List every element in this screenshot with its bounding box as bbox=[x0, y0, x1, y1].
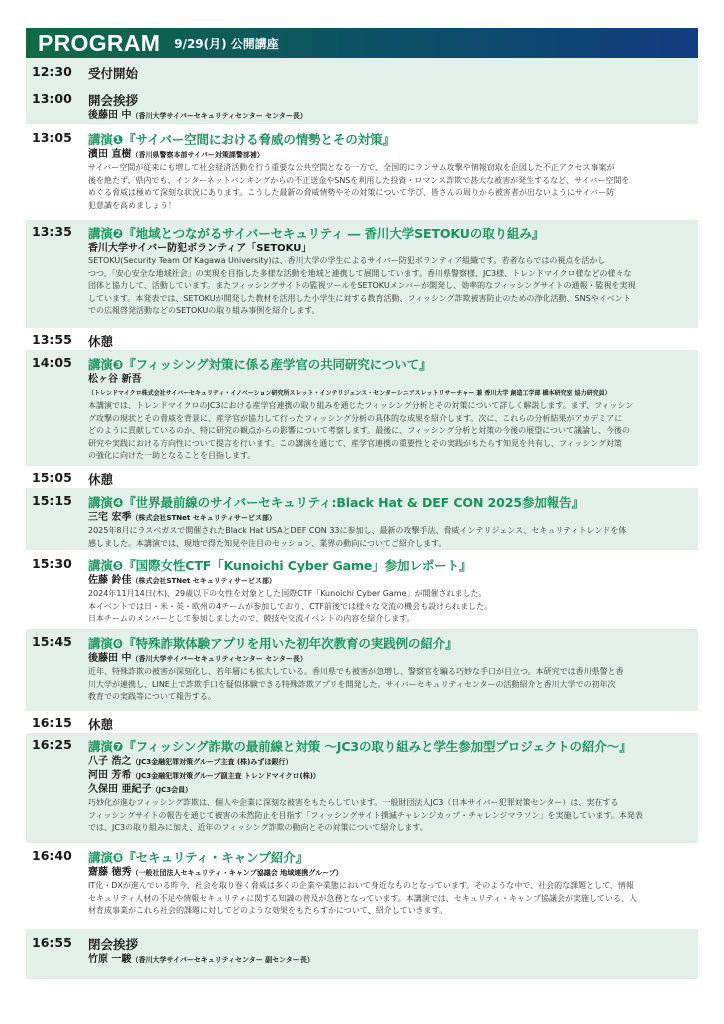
session-content bbox=[88, 91, 698, 124]
session-content bbox=[88, 556, 698, 629]
description-line: どのように貢献しているのか、特に研究の観点からの影響について考察します。最後に、フィッシング分析と対策の今後の展望について議論し、今後の bbox=[88, 426, 631, 436]
speaker-affiliation: （JC3会員） bbox=[151, 786, 193, 794]
time-label: 15:15 bbox=[32, 493, 72, 508]
speaker-name: 香川大学サイバー防犯ボランティア「SETOKU」 bbox=[88, 243, 312, 254]
lecture-title: 講演❹『世界最前線のサイバーセキュリティ:Black Hat & DEF CON 2025参加報告』 bbox=[88, 495, 584, 510]
schedule-row bbox=[26, 124, 698, 220]
session-title: 閉会挨拶 bbox=[88, 937, 139, 952]
lecture-title: 講演❽『セキュリティ・キャンプ紹介』 bbox=[88, 850, 309, 865]
session-title: 受付開始 bbox=[88, 66, 139, 81]
description-line: 教育での実践等について報告する。 bbox=[88, 692, 216, 702]
session-title: 休憩 bbox=[88, 334, 114, 349]
description-line: 本イベントでは日・米・英・欧州の4チームが参加しており、CTF前後では様々な交流の機会も設けられました。 bbox=[88, 601, 493, 611]
schedule-row bbox=[26, 550, 698, 629]
speaker-name: 濱田 直樹 bbox=[88, 149, 132, 160]
speaker-name: 竹原 一駿 bbox=[88, 954, 132, 965]
speaker-name: 齋藤 徳秀 bbox=[88, 867, 132, 878]
speaker-name: 河田 芳希 bbox=[88, 770, 132, 781]
time-label: 16:55 bbox=[32, 935, 72, 950]
description-line: 2024年11月14日(木)、29歳以下の女性を対象とした国際CTF「Kunoichi Cyber Game」が開催されました。 bbox=[88, 589, 487, 598]
speaker bbox=[88, 511, 692, 525]
schedule-row bbox=[26, 488, 698, 550]
description-line: SETOKU(Security Team Of Kagawa University)は、香川大学の学生によるサイバー防犯ボランティア組織です。若者ならではの視点を活かし bbox=[88, 256, 606, 265]
description-line: グ攻撃の現状とその脅威を背景に、産学官が協力して行ったフィッシング分析の具体的な成果を紹介します。次に、これらの分析結果がアカデミアに bbox=[88, 413, 623, 423]
session-content bbox=[88, 224, 698, 328]
program-date: 9/29(月) 公開講座 bbox=[174, 36, 279, 51]
speaker-name: 久保田 亜紀子 bbox=[88, 784, 152, 795]
speaker bbox=[88, 148, 692, 162]
speaker-affiliation: （株式会社STNet セキュリティサービス部） bbox=[131, 577, 276, 585]
session-description bbox=[88, 666, 692, 704]
speaker bbox=[88, 652, 692, 666]
speaker-affiliation: （JC3金融犯罪対策グループ副主査 トレンドマイクロ(株)） bbox=[131, 772, 320, 780]
description-line: 犯意識を高めましょう！ bbox=[88, 200, 176, 210]
speaker bbox=[88, 953, 692, 967]
session-title: 休憩 bbox=[88, 472, 114, 487]
description-line: 2025年8月にラスベガスで開催されたBlack Hat USAとDEF CON 33に参加し、最新の攻撃手法、脅威インテリジェンス、セキュリティトレンドを体 bbox=[88, 526, 627, 535]
speaker-name: 佐藤 鈴佳 bbox=[88, 575, 132, 586]
session-content bbox=[88, 848, 698, 929]
schedule-row bbox=[26, 629, 698, 711]
session-content bbox=[88, 935, 698, 979]
description-line: IT化・DXが進んでいる昨今、社会を取り巻く脅威は多くの企業や業態において身近なものとなっています。そのような中で、社会的な課題として、情報 bbox=[88, 881, 634, 890]
description-line: 団体と協力して、活動しています。またフィッシングサイトの監視ツールをSETOKUメンバーが開発し、効率的なフィッシングサイトの通報・監視を実現 bbox=[88, 281, 636, 291]
lecture-title: 講演❼『フィッシング詐欺の最前線と対策 〜JC3の取り組みと学生参加型プロジェクトの紹介〜』 bbox=[88, 739, 632, 754]
session-content bbox=[88, 737, 698, 843]
session-content bbox=[88, 715, 698, 733]
schedule-row bbox=[26, 220, 698, 328]
description-line: 巧妙化が進むフィッシング詐欺は、個人や企業に深刻な被害をもたらしています。一般財団法人JC3（日本サイバー犯罪対策センター）は、実在する bbox=[88, 798, 619, 807]
speaker-name: 松ヶ谷 新吾 bbox=[88, 374, 142, 385]
session-title: 休憩 bbox=[88, 717, 114, 732]
schedule-row bbox=[26, 58, 698, 84]
session-description bbox=[88, 162, 692, 212]
time-label: 16:25 bbox=[32, 737, 72, 752]
speaker-affiliation: （一般社団法人セキュリティ・キャンプ協議会 地域連携グループ） bbox=[131, 869, 343, 877]
speaker bbox=[88, 109, 692, 123]
time-label: 15:05 bbox=[32, 470, 72, 485]
session-description bbox=[88, 400, 692, 463]
session-description bbox=[88, 588, 692, 626]
session-description bbox=[88, 880, 692, 918]
lecture-title: 講演❸『フィッシング対策に係る産学官の共同研究について』 bbox=[88, 357, 432, 372]
time-label: 13:55 bbox=[32, 332, 72, 347]
description-line: 日本チームのメンバーとして参加しましたので、競技や交流イベントの内容を紹介します。 bbox=[88, 614, 415, 624]
session-content bbox=[88, 470, 698, 488]
description-line: サイバー空間が従来にも増して社会経済活動を行う重要な公共空間となる一方で、全国的にランサム攻撃や情報窃取を企図した不正アクセス事案が bbox=[88, 163, 615, 172]
time-label: 13:35 bbox=[32, 224, 72, 239]
speaker-affiliation-line bbox=[88, 386, 692, 400]
schedule-row bbox=[26, 843, 698, 929]
speaker-name: 八子 浩之 bbox=[88, 756, 132, 767]
session-content bbox=[88, 332, 698, 350]
speaker bbox=[88, 373, 692, 386]
speaker-name: 後藤田 中 bbox=[88, 653, 132, 664]
speaker-affiliation: （株式会社STNet セキュリティサービス部） bbox=[131, 514, 276, 522]
description-line: 本講演では、トレンドマイクロのJC3における産学官連携の取り組みを通じたフィッシング分析とその対策について詳しく解説します。まず、フィッシン bbox=[88, 401, 634, 410]
description-line: セキュリティ人材の不足や情報セキュリティに関する知識の普及が急務となっています。本講演では、セキュリティ・キャンプ協議会が実施している、人 bbox=[88, 893, 637, 903]
speaker-affiliation: （香川大学サイバーセキュリティセンター 副センター長） bbox=[131, 956, 314, 964]
session-content bbox=[88, 493, 698, 550]
description-line: の強化に向けた一助となることを目指します。 bbox=[88, 451, 256, 461]
time-label: 16:15 bbox=[32, 715, 72, 730]
description-line: 材育成事業がこれら社会的課題に対してどのような効果をもたらすかについて、紹介していきます。 bbox=[88, 906, 448, 916]
speaker-name: 三宅 宏季 bbox=[88, 512, 132, 523]
speaker-affiliation: （JC3金融犯罪対策グループ主査 (株)みずほ銀行） bbox=[131, 758, 293, 766]
description-line: 近年、特殊詐欺の被害が深刻化し、若年層にも拡大している。香川県でも被害が急増し、警察官を騙る巧妙な手口が目立つ。本研究では香川県警と香 bbox=[88, 667, 624, 676]
speaker bbox=[88, 866, 692, 880]
speaker-affiliation: （香川大学サイバーセキュリティセンター センター長） bbox=[131, 655, 307, 663]
description-line: での広報啓発活動などのSETOKUの取り組み事例を紹介します。 bbox=[88, 306, 320, 316]
time-label: 15:30 bbox=[32, 556, 72, 571]
speaker bbox=[88, 783, 692, 797]
session-description bbox=[88, 525, 692, 550]
schedule-row bbox=[26, 733, 698, 843]
description-line: 感しました。本講演では、現地で得た知見や注目のセッション、業界の動向についてご紹介します。 bbox=[88, 538, 447, 548]
speaker bbox=[88, 574, 692, 588]
description-line: 研究や実践における方向性について提言を行います。この講演を通じて、産学官連携の重要性とその実践がもたらす知見を共有し、フィッシング対策 bbox=[88, 438, 623, 448]
description-line: フィッシングサイトの報告を通じて被害の未然防止を目指す「フィッシングサイト撲滅チャレンジカップ・チャレンジマラソン」を実施しています。本発表 bbox=[88, 810, 643, 820]
time-label: 12:30 bbox=[32, 64, 72, 79]
schedule-row bbox=[26, 466, 698, 488]
program-header bbox=[26, 28, 698, 58]
description-line: 後を絶たず、県内でも、インターネットバンキングからの不正送金やSNSを利用した投資・ロマンス詐欺で甚大な被害が発生するなど、サイバー空間を bbox=[88, 175, 630, 185]
session-content bbox=[88, 130, 698, 220]
session-content bbox=[88, 634, 698, 711]
lecture-title: 講演❷『地域とつながるサイバーセキュリティ ― 香川大学SETOKUの取り組み』 bbox=[88, 226, 545, 241]
speaker bbox=[88, 242, 692, 255]
session-content bbox=[88, 355, 698, 466]
lecture-title: 講演❶『サイバー空間における脅威の情勢とその対策』 bbox=[88, 132, 395, 147]
speaker-affiliation: （トレンドマイクロ株式会社サイバーセキュリティ・イノベーション研究所スレット・インテリジェンス・センターシニアスレットリサーチャー 兼 香川大学 創造工学部 橋本研究室 協力研究員） bbox=[88, 390, 611, 397]
schedule-row bbox=[26, 711, 698, 733]
description-line: 川大学が連携し、LINE上で詐欺手口を疑似体験できる特殊詐欺アプリを開発した。サイバーセキュリティセンターの活動紹介と香川大学での初年次 bbox=[88, 679, 616, 689]
time-label: 13:05 bbox=[32, 130, 72, 145]
description-line: しています。本発表では、SETOKUが開発した教材を活用した小学生に対する教育活動、フィッシング詐欺被害防止のための浄化活動、SNSやイベント bbox=[88, 293, 631, 303]
program-title: PROGRAM bbox=[38, 29, 161, 56]
session-content bbox=[88, 64, 698, 84]
time-label: 14:05 bbox=[32, 355, 72, 370]
schedule-row bbox=[26, 328, 698, 350]
speaker bbox=[88, 755, 692, 769]
time-label: 13:00 bbox=[32, 91, 72, 106]
schedule bbox=[26, 58, 698, 979]
description-line: では、JC3の取り組みに加え、近年のフィッシング詐欺の動向とその対策について紹介します。 bbox=[88, 823, 428, 833]
schedule-row bbox=[26, 929, 698, 979]
speaker-affiliation: （香川大学サイバーセキュリティセンター センター長） bbox=[131, 112, 307, 120]
session-description bbox=[88, 255, 692, 318]
description-line: めぐる脅威は極めて深刻な状況にあります。こうした最新の脅威情勢やその対策について学び、皆さんの周りから被害者が出ないようにサイバー防 bbox=[88, 188, 615, 198]
time-label: 15:45 bbox=[32, 634, 72, 649]
session-title: 開会挨拶 bbox=[88, 93, 139, 108]
session-description bbox=[88, 797, 692, 835]
speaker bbox=[88, 769, 692, 783]
speaker-name: 後藤田 中 bbox=[88, 110, 132, 121]
time-label: 16:40 bbox=[32, 848, 72, 863]
lecture-title: 講演❻『特殊詐欺体験アプリを用いた初年次教育の実践例の紹介』 bbox=[88, 636, 458, 651]
lecture-title: 講演❺『国際女性CTF「Kunoichi Cyber Game」参加レポート』 bbox=[88, 558, 472, 573]
schedule-row bbox=[26, 84, 698, 124]
speaker-affiliation: （香川県警察本部サイバー対策課警部補） bbox=[131, 151, 264, 159]
schedule-row bbox=[26, 350, 698, 466]
description-line: つつ、「安心安全な地域社会」の実現を目指した多様な活動を地域と連携して展開しています。香川県警察様、JC3様、トレンドマイクロ様などの様々な bbox=[88, 268, 632, 278]
